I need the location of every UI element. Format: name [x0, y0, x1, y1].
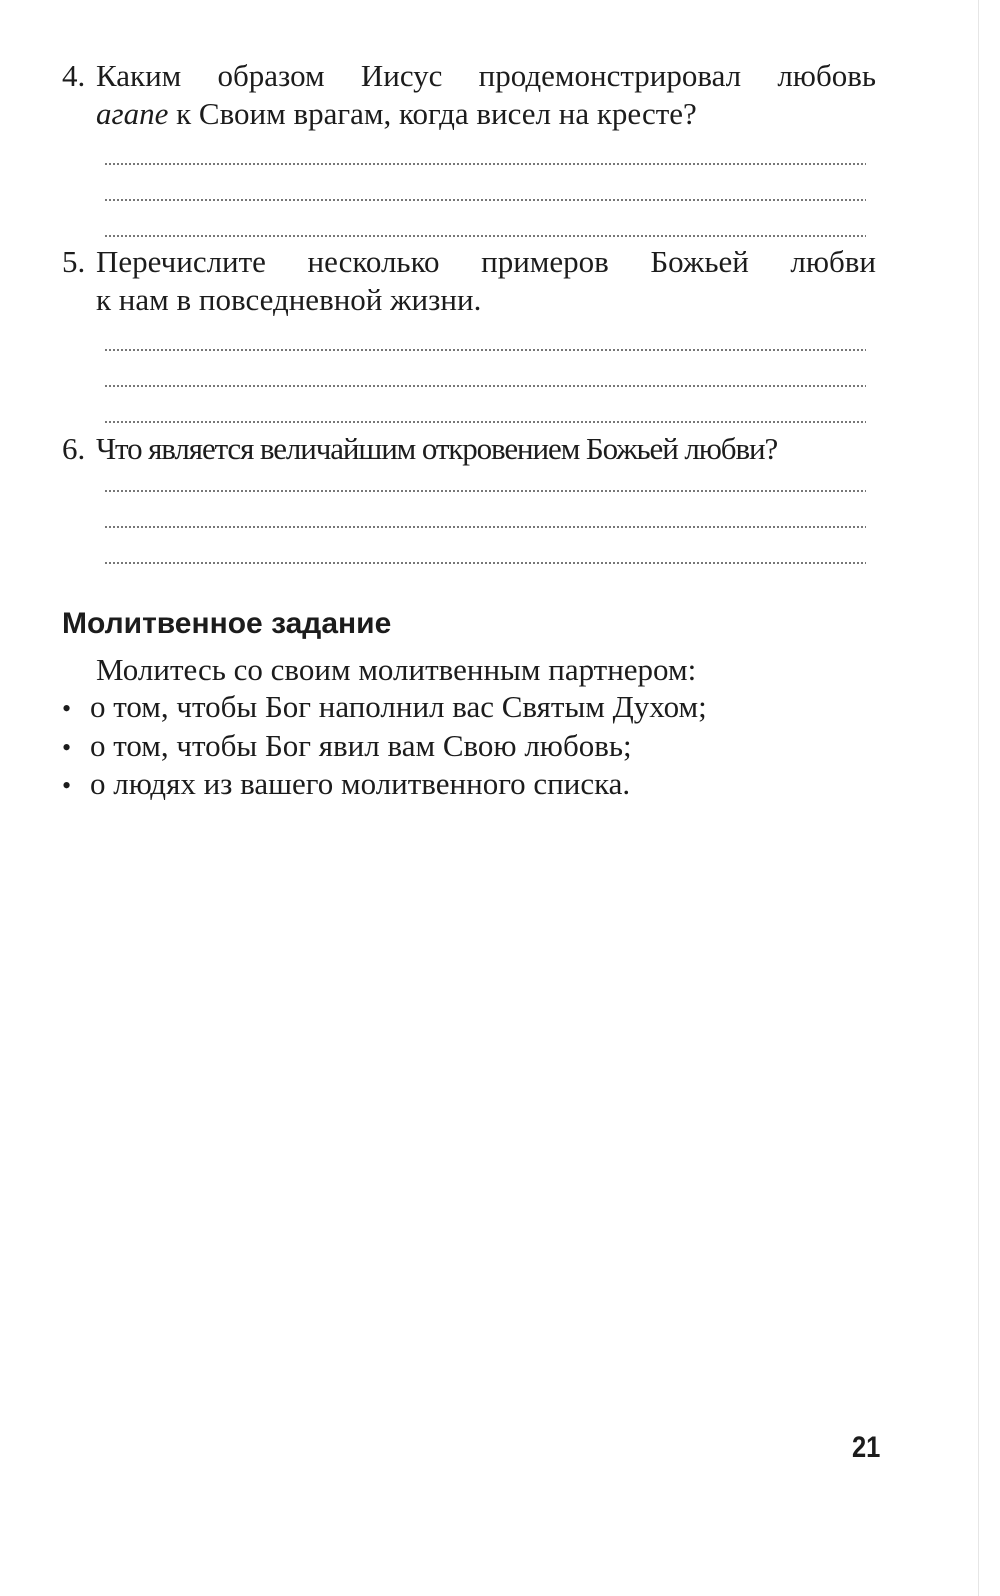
question-text-rest: к Своим врагам, когда висел на кресте?: [168, 96, 697, 131]
prayer-intro: Молитесь со своим молитвенным партнером:: [96, 652, 697, 687]
answer-line[interactable]: [104, 490, 866, 492]
answer-line[interactable]: [104, 199, 866, 201]
page-edge: [978, 0, 979, 1596]
answer-line[interactable]: [104, 235, 866, 237]
answer-line[interactable]: [104, 421, 866, 423]
question-number: 6.: [62, 431, 86, 466]
question-text-line-2: [96, 95, 876, 133]
bullet-icon: •: [62, 732, 72, 762]
question-4: [62, 57, 876, 237]
list-item: [62, 766, 707, 805]
list-item-text: о том, чтобы Бог наполнил вас Святым Духом;: [90, 689, 707, 724]
question-text-line-1: Перечислите несколько примеров Божьей любви: [96, 244, 876, 279]
question-text-line-1: Каким образом Иисус продемонстрировал любовь: [96, 58, 876, 93]
answer-line[interactable]: [104, 163, 866, 165]
question-5: [62, 243, 876, 423]
question-number: 4.: [62, 58, 86, 93]
bullet-icon: •: [62, 771, 72, 800]
question-text-line-2: к нам в повседневной жизни.: [96, 282, 482, 317]
italic-term: агапе: [96, 96, 169, 131]
section-title: Молитвенное задание: [62, 607, 392, 640]
list-item-text: о людях из вашего молитвенного списка.: [90, 766, 631, 801]
list-item: [62, 728, 707, 767]
bullet-icon: •: [62, 694, 72, 723]
answer-line[interactable]: [104, 349, 866, 351]
prayer-list: [62, 689, 707, 805]
list-item-text: о том, чтобы Бог явил вам Свою любовь;: [90, 727, 632, 763]
question-text-line-1: Что является величайшим откровением Божьей любви?: [96, 431, 778, 466]
list-item: [62, 689, 707, 728]
question-number: 5.: [62, 244, 86, 279]
answer-line[interactable]: [104, 526, 866, 528]
page-number: 21: [852, 1431, 881, 1464]
answer-line[interactable]: [104, 562, 866, 564]
answer-line[interactable]: [104, 385, 866, 387]
question-6: [62, 430, 876, 564]
